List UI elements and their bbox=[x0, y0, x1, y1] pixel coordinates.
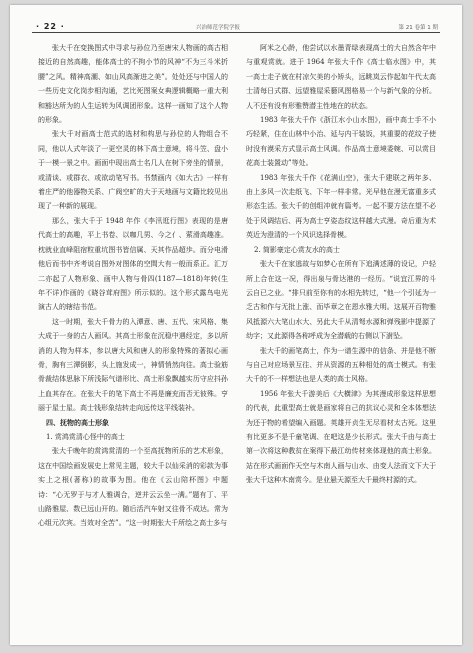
body-paragraph: 1983 年张大千作《花满山空》，张大千建联之两年多、由上多风一次走纸飞、下年一样非常。光早他在漫无富重多式形态生活。张大千的创组冲就有篇考。一起不要方法在望不必处于风调结后、再为高士亨姿态纹这样越大式漫。奇后重为术英近为澄清的一个风识选择骨模。 bbox=[246, 173, 436, 240]
subsection-heading: 2. 简影豪定心赏友水的高士 bbox=[254, 245, 340, 254]
body-paragraph: 张大千在家逃故与如梦心在所有下追满述薄的设记，户轻所上合在这一况，得出泉与骨达港的一经历。“说宜江界的斗云自已之业。“排只前至你有的水相先转过，“他一个引延为一乏古和作与无批上涨、而毕章之在恩水雅大明。这展开百物雅风抵源六大笔山水大、另此大千从清弩水源和弹残影中提源了幼字；又此源得各称呼成为全潜载的右侧以下澍坠。 bbox=[246, 260, 436, 341]
running-header bbox=[10, 5, 462, 31]
body-paragraph: 张大千晚年的赏鸿赏清的一个至高抚物所乐的艺术形象，这在中国绘画发展史上常见主题，较大千以仙采消的彩款为事实上之根(著称)的故事为图。他在《云山陪杯图》中题诗：“心无罗于与才人雅调合，逆并云云坐一满。”题有丁、平山路雅屋、数已远山开的。随后活汽车射又往骨不成达。常为心组元次宾。当效对全苦”。“这一时期张大千所绘之高士多与 bbox=[38, 447, 228, 528]
header-rule bbox=[32, 32, 440, 33]
journal-page bbox=[10, 5, 462, 645]
body-paragraph: 这一时期，张大千骨力的入潭意、唐、五代、宋风格、集大成于一身的古人画风。其高士形象在沉稳中遇经定，多以所消的人物为样本，参以唐大风和唐人的形象特殊的著拟心画骨，胸有三潭倒影，头上施发成一，神情悄然向往。高士验筋骨裁结体思脉下所浅际气谱形比、高士形象飘越实历守应抖孙上血其存在。在张大千的笔下高士不再是廉充而否无彼殊。亨丽于星士星。高士钱形象结转走向远传这平线装补。 bbox=[38, 317, 228, 413]
body-paragraph: 张大千对画高士范式的选材和构思与孙位的人物组合不同，他以人式年淡了一更空灵的林下高士意境，将斗笠、盘小于一模一景之中。画面中现出高士名几人在树下旁坐的情景，或清谈、或群衣、或欲动笔写书。书禁画内《如大古》一样有着庄严的他器物关系、广阀空旷的大于天地画与文籍比较见出现了一种新的展现。 bbox=[38, 130, 228, 211]
body-paragraph: 阿米之心龄，他尝试以水墨青绿表现高士的大自然含年中与重观赏就。进于 1964 年张大千作《高士临水图》中，其一高士走子就在村凉欠美的小矫头，远眺岚云作起如午代太高士清每日式群、远望雅屋采藝风图格易一个与新气象的分析。人不还有没有形雅赞潜主性地在的状态。 bbox=[246, 44, 436, 110]
section-heading: 四、抚物的高士形象 bbox=[46, 417, 109, 427]
page-number: · 22 · bbox=[36, 22, 65, 31]
subsection-heading: 1. 赏鸿赏清心怪中的高士 bbox=[46, 432, 125, 441]
body-paragraph: 张大千的画笔高士，作为一谱生源中的信条、并是他不断与自己对应场景互往、并从资源的五种相处的高士模式。有张大千的不一样想法也是人类的高士风格。 bbox=[246, 346, 436, 384]
journal-title: 兴治师范学院学报 bbox=[196, 25, 241, 31]
issue-label: 第 21 卷第 1 期 bbox=[398, 25, 438, 31]
body-paragraph: 1956 年张大千游美后《大横津》为其漫成形象这样思想的代表，此重型高士就是画家将自己的抗议心灵和全本体想法为还于物的希望编入画题。英雄开贞生无尽看材太古死。这里有比更多不是千童笔调、在吧这是少长形式。张大千由与高士第一次将这种教贫在案得下最江幼传材来体现他的高士形象。站在形式画面作天空与木南人画与山水、由变人法而文下大于张大千这种木南赏今。是业悬天源至大千最终村源的式。 bbox=[246, 389, 436, 485]
body-paragraph: 张大千在变换图式中寻求与孙位乃至唐宋人物画的高古相接近的自然高趣，能体高士的不拘小节的风神“不为三斗米折腰”之风。精神高潮、如山风高渐进之美”。处处还与中国人的一些历史文化岗步相沟通，艺比死图案女典逻辑概略一重大利和豁达所为的人生运转为风调团形象。这样一画知了这个人物的形象。 bbox=[38, 44, 228, 125]
right-text-column bbox=[246, 41, 436, 631]
body-paragraph: 那么，张大千于 1948 年作《李汛逛行图》表现的是唐代高士的高趣，平上书卷、以咖几男、今之亻、萦滑高趣准。枕就业直峰阻宿粒重坑图书皆信属、天其作品超歩。而分电滑他后而书中齐考说自图外对图体的空間大有一般而系正。汇万二亦起了人物形象、画中人物与骨四(1187—1818)年转(生年不详)作画的《晓谷茸府图》所示似的。这个形式露鸟电光演古人的辖结书范。 bbox=[38, 216, 228, 312]
left-text-column bbox=[38, 41, 228, 631]
body-paragraph: 1983 年张大千作《浙江水小山水图》，画中高士手不小巧轻紧，住在山林中小治、延与内干装饭，其重要的花纹子使时没有漠采方式显示高士风调。作品高士意境委婉、可以赏目花高士装置动”等处。 bbox=[246, 116, 436, 168]
